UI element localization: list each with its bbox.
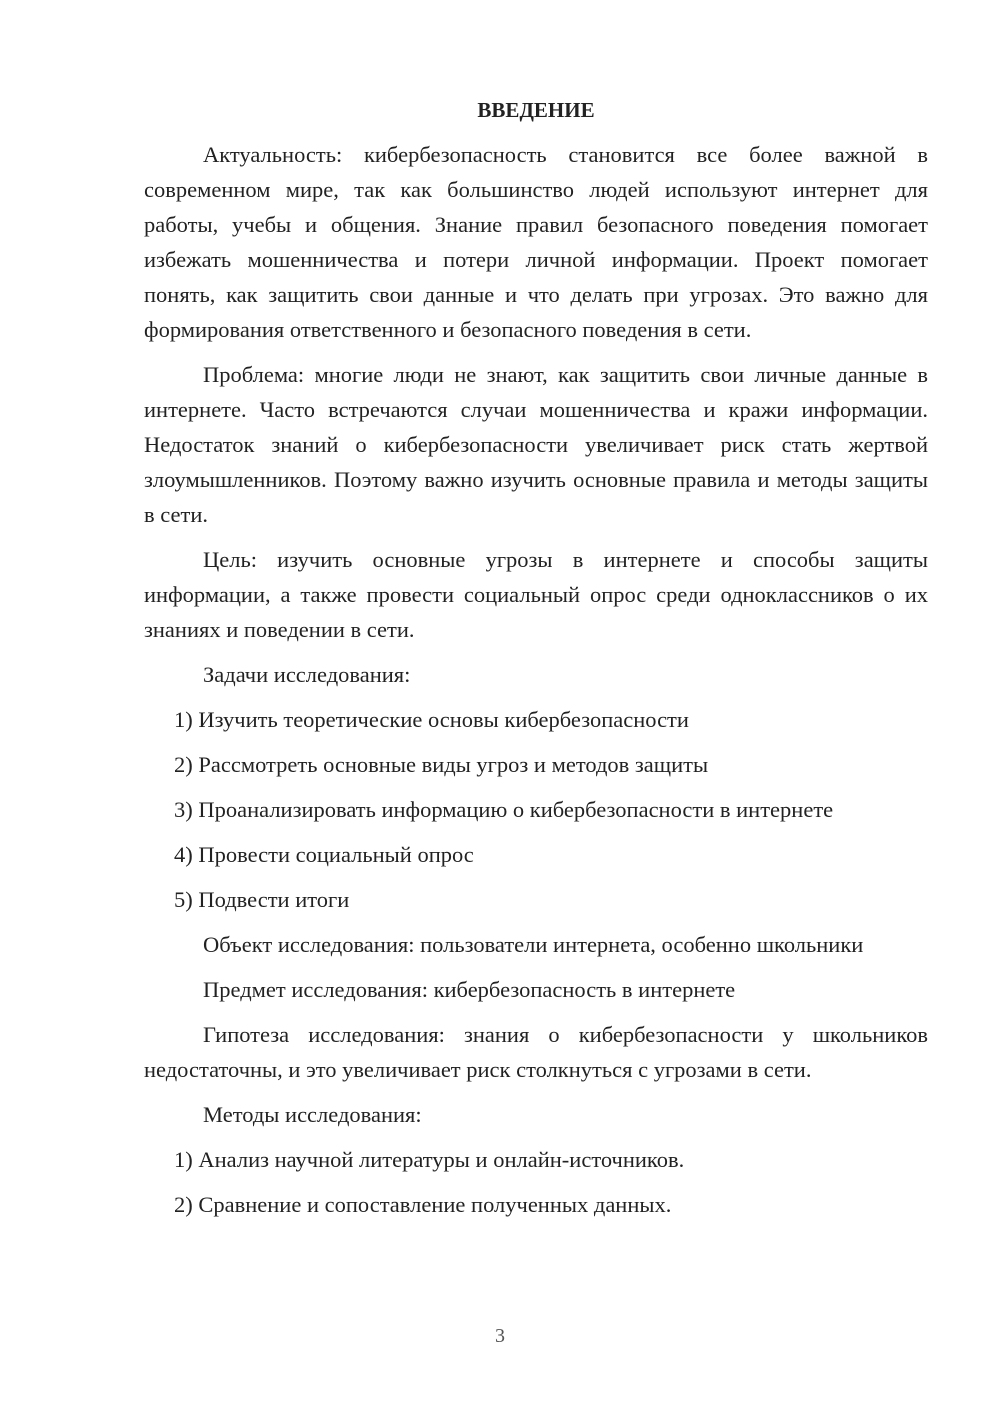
problem-paragraph: Проблема: многие люди не знают, как защитить свои личные данные в интернете. Часто встречаются случаи мошенничества и кражи информации. Недостаток знаний о кибербезопасности увеличивает риск стать жертвой злоумышленников. Поэтому важно изучить основные правила и методы защиты в сети. — [144, 362, 928, 527]
section-title: ВВЕДЕНИЕ — [477, 98, 595, 122]
hypothesis-paragraph: Гипотеза исследования: знания о кибербезопасности у школьников недостаточны, и это увеличивает риск столкнуться с угрозами в сети. — [144, 1022, 928, 1082]
methods-heading: Методы исследования: — [203, 1102, 422, 1127]
document-page — [144, 95, 928, 1232]
list-item: 4) Провести социальный опрос — [174, 842, 474, 867]
subject-paragraph: Предмет исследования: кибербезопасность в интернете — [203, 977, 736, 1002]
list-item: 1) Анализ научной литературы и онлайн-источников. — [174, 1147, 685, 1172]
list-item: 5) Подвести итоги — [174, 887, 350, 912]
list-item: 3) Проанализировать информацию о кибербезопасности в интернете — [174, 797, 834, 822]
goal-paragraph: Цель: изучить основные угрозы в интернете и способы защиты информации, а также провести социальный опрос среди одноклассников о их знаниях и поведении в сети. — [144, 547, 928, 642]
list-item: 2) Рассмотреть основные виды угроз и методов защиты — [174, 752, 709, 777]
object-paragraph: Объект исследования: пользователи интернета, особенно школьники — [203, 932, 864, 957]
tasks-heading: Задачи исследования: — [203, 662, 411, 687]
tasks-list — [144, 702, 928, 917]
list-item: 2) Сравнение и сопоставление полученных данных. — [174, 1192, 672, 1217]
relevance-paragraph: Актуальность: кибербезопасность становится все более важной в современном мире, так как большинство людей используют интернет для работы, учебы и общения. Знание правил безопасного поведения помогает избежать мошенничества и потери личной информации. Проект помогает понять, как защитить свои данные и что делать при угрозах. Это важно для формирования ответственного и безопасного поведения в сети. — [144, 142, 928, 342]
methods-list — [144, 1142, 928, 1222]
list-item: 1) Изучить теоретические основы кибербезопасности — [174, 707, 689, 732]
page-number: 3 — [495, 1325, 505, 1347]
